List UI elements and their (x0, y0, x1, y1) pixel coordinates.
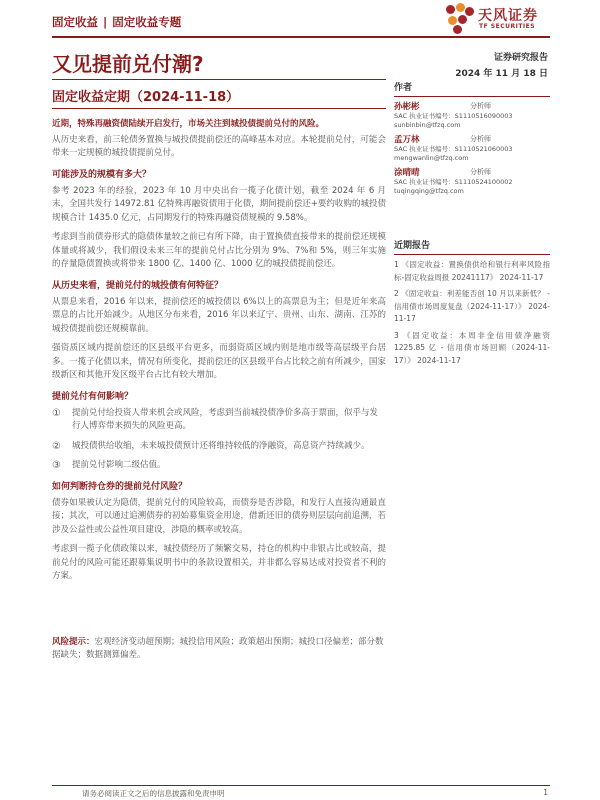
author-email[interactable]: sunbinbin@tfzq.com (394, 121, 461, 129)
risk-text: 宏观经济变动超预期；城投信用风险；政策超出预期；城投口径偏差；部分数据缺失；数据测算偏差。 (52, 636, 384, 660)
recent-reports-list (394, 259, 550, 367)
author-email[interactable]: tuqingqing@tfzq.com (394, 187, 464, 195)
author-role: 分析师 (470, 135, 491, 143)
footer-divider (52, 785, 550, 786)
list-number: ② (52, 440, 61, 452)
logo-mark-icon (444, 3, 476, 35)
list-item-text: 提前兑付影响二级估值。 (72, 460, 166, 470)
subtitle-divider (52, 108, 386, 109)
lead-paragraph: 近期，特殊再融资债陆续开启发行，市场关注到城投债提前兑付的风险。 (52, 119, 325, 129)
author-card (394, 166, 550, 196)
list-number: ① (52, 407, 61, 419)
report-subtitle: 固定收益定期（2024-11-18） (52, 90, 240, 105)
main-content (52, 118, 386, 663)
page-number: 1 (543, 788, 548, 797)
section-heading: 提前兑付有何影响？ (52, 391, 134, 402)
recent-report-link[interactable]: 3 《固定收益：本周非金信用债净融资 1225.85 亿 - 信用债市场回顾（2024-11-17）》 2024-11-17 (394, 330, 550, 365)
tf-securities-logo (444, 2, 554, 36)
list-item (52, 407, 386, 434)
section-heading: 从历史来看，提前兑付的城投债有何特征？ (52, 280, 224, 291)
recent-reports-heading: 近期报告 (394, 236, 550, 255)
header-subcategory: 固定收益专题 (112, 15, 182, 29)
body-paragraph: 债券如果被认定为隐债，提前兑付的风险较高，而债券是否涉隐，和发行人直接沟通最直接；其次，可以通过追溯债券的初始募集资金用途，借新还旧的债券则层层向前追溯，若涉及公益性或公益性项目建设，涉隐的概率或较高。 (52, 497, 386, 535)
logo-name-en: TF SECURITIES (479, 23, 536, 30)
footer-disclaimer: 请务必阅读正文之后的信息披露和免责申明 (82, 789, 225, 798)
body-paragraph: 考虑到一揽子化债政策以来，城投债经历了频繁交易，持仓的机构中非银占比或较高，提前兑付的风险可能还跟募集说明书中的条款设置相关，并非都么容易达成对投资者不利的方案。 (52, 544, 386, 581)
impact-list (52, 407, 386, 473)
author-license: SAC 执业证书编号：S1110524100002 (394, 178, 513, 186)
author-name: 涂晴晴 (394, 168, 420, 178)
list-item (52, 440, 386, 454)
recent-report-link[interactable]: 2 《固定收益：利差能否创 10 月以来新低？ - 信用债市场周度复盘（2024-11-17）》 2024-11-17 (394, 289, 550, 323)
author-name: 孙彬彬 (394, 102, 420, 112)
author-role: 分析师 (470, 168, 491, 176)
author-email[interactable]: mengwanlin@tfzq.com (394, 154, 469, 162)
risk-warning (52, 636, 386, 663)
author-license: SAC 执业证书编号：S1110516090003 (394, 112, 513, 120)
list-item-text: 提前兑付给投资人带来机会或风险，考虑到当前城投债净价多高于票面，似乎与发行人博弈带来损失的风险更高。 (72, 407, 379, 431)
recent-report-link[interactable]: 1 《固定收益：置换债供给和银行利率风险指标-固定收益周报 20241117》 2024-11-17 (394, 260, 550, 282)
list-item-text: 城投债供给收缩，未来城投债预计还将维持较低的净融资，高息资产持续减少。 (72, 440, 370, 451)
author-panel (394, 78, 550, 196)
report-date: 2024 年 11 月 18 日 (455, 69, 548, 79)
body-paragraph: 强资质区域内提前偿还的区县级平台更多，而弱资质区域内则是地市级等高层级平台居多。一揽子化债以来，情况有所变化，提前偿还的区县级平台占比较之前有所减少，国家级新区和其他开发区级平台占比有较大增加。 (52, 343, 386, 380)
recent-reports-panel (394, 236, 550, 371)
author-card (394, 100, 550, 130)
header-category: 固定收益 (52, 15, 98, 29)
list-number: ③ (52, 460, 61, 471)
author-name: 孟万林 (394, 135, 420, 145)
title-divider (52, 79, 386, 80)
logo-name-cn: 天风证券 (478, 8, 538, 24)
authors-heading: 作者 (394, 78, 550, 97)
list-item (52, 459, 386, 473)
header-category-line (52, 14, 181, 30)
body-paragraph: 从票息来看，2016 年以来，提前偿还的城投债以 6%以上的高票息为主；但是近年来高票息的占比开始减少。从地区分布来看，2016 年以来辽宁、贵州、山东、湖南、江苏的城投债提前偿还规模靠前。 (52, 296, 386, 334)
section-heading: 如何判断持仓券的提前兑付风险？ (52, 481, 188, 492)
header-separator: | (103, 15, 108, 29)
author-card (394, 133, 550, 163)
risk-label: 风险提示： (52, 636, 95, 647)
body-paragraph: 考虑到当前债券形式的隐债体量较之前已有所下降，由于置换债直接带来的提前偿还规模体量或将减少，我们假设未来三年的提前兑付占比分别为 9%、7%和 5%，则三年实施的存量隐债置换或将带来 1800 亿、1400 亿、1000 亿的城投债提前偿还。 (52, 232, 386, 269)
header-divider (52, 36, 550, 38)
report-type: 证券研究报告 (493, 53, 548, 63)
body-paragraph: 从历史来看，前三轮债务置换与城投债提前偿还的高峰基本对应。本轮提前兑付，可能会带来一定规模的城投债提前兑付。 (52, 134, 386, 158)
section-heading: 可能涉及的规模有多大？ (52, 169, 152, 180)
author-license: SAC 执业证书编号：S1110521060003 (394, 145, 513, 153)
body-paragraph: 参考 2023 年的经验，2023 年 10 月中央出台一揽子化债计划，截至 2024 年 6 月末，全国共发行 14972.81 亿特殊再融资债用于化债，期间提前偿还+要约收购的城投债规模合计 1435.0 亿元，占同期发行的特殊再融资债规模的 9.58%。 (52, 185, 386, 223)
report-title: 又见提前兑付潮? (52, 52, 204, 76)
author-role: 分析师 (470, 102, 491, 110)
